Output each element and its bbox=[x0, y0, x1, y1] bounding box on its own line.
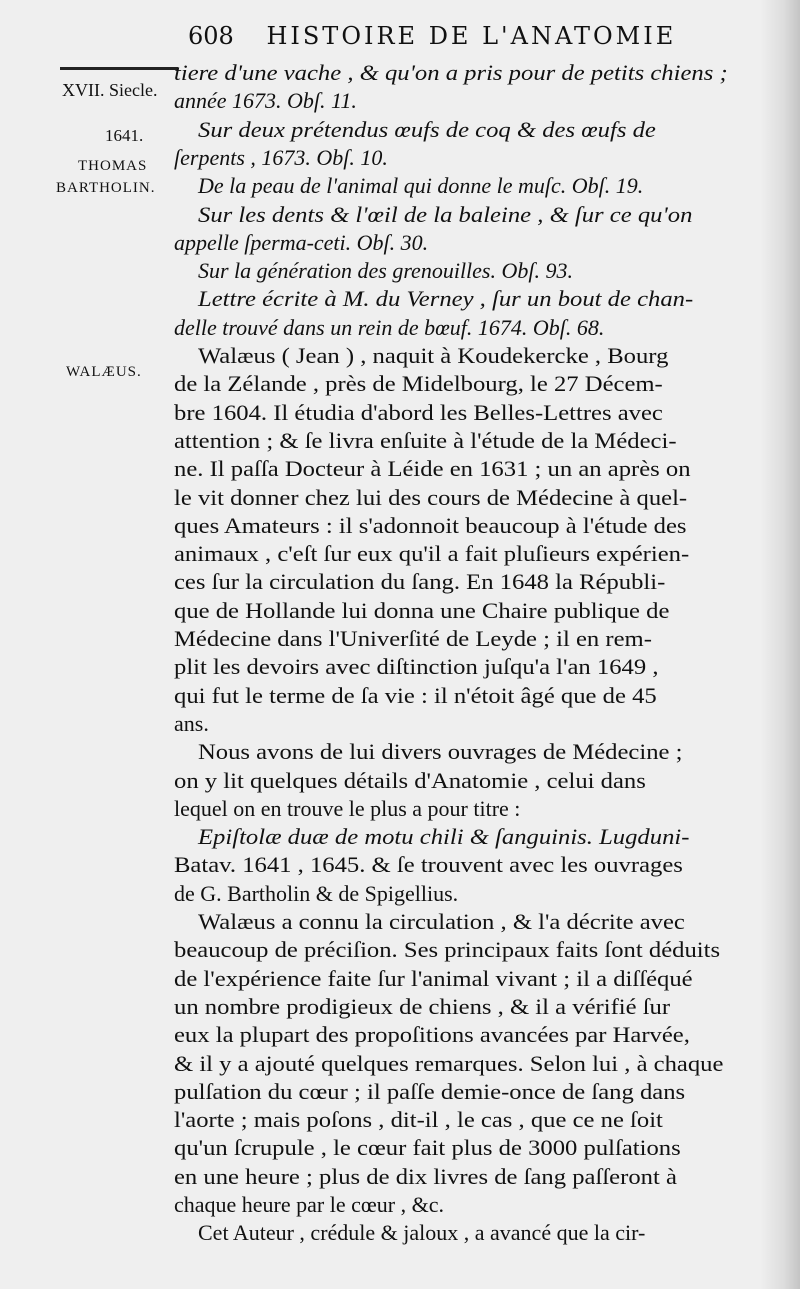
text-line: qu'un ſcrupule , le cœur fait plus de 3000 pulſations bbox=[174, 1135, 681, 1161]
margin-note-walaeus: WALÆUS. bbox=[66, 364, 142, 380]
running-title: HISTOIRE DE L'ANATOMIE bbox=[266, 22, 677, 50]
text-line: Walæus a connu la circulation , & l'a décrite avec bbox=[198, 909, 685, 934]
text-line: l'aorte ; mais poſons , dit-il , le cas , que ce ne ſoit bbox=[174, 1107, 663, 1133]
text-line: de la Zélande , près de Midelbourg, le 27 Décem- bbox=[174, 371, 663, 397]
text-line: bre 1604. Il étudia d'abord les Belles-Lettres avec bbox=[174, 399, 663, 425]
text-line: Walæus ( Jean ) , naquit à Koudekercke , Bourg bbox=[198, 343, 669, 368]
text-line: appelle ſperma-ceti. Obſ. 30. bbox=[174, 229, 429, 255]
text-line: eux la plupart des propoſitions avancées par Harvée, bbox=[174, 1022, 690, 1048]
text-line: animaux , c'eſt ſur eux qu'il a fait pluſieurs expérien- bbox=[174, 541, 690, 567]
text-line: de l'expérience faite ſur l'animal vivant ; il a diſſéqué bbox=[174, 965, 693, 991]
text-line: un nombre prodigieux de chiens , & il a vérifié ſur bbox=[174, 993, 671, 1019]
text-line: attention ; & ſe livra enſuite à l'étude de la Médeci- bbox=[174, 427, 677, 453]
text-line: ſerpents , 1673. Obſ. 10. bbox=[174, 144, 388, 170]
margin-note-name-line2: BARTHOLIN. bbox=[56, 180, 156, 196]
text-line: pulſation du cœur ; il paſſe demie-once de ſang dans bbox=[174, 1078, 686, 1104]
text-line: Batav. 1641 , 1645. & ſe trouvent avec les ouvrages bbox=[174, 852, 683, 878]
text-line: en une heure ; plus de dix livres de ſang paſſeront à bbox=[174, 1163, 677, 1189]
text-line: ques Amateurs : il s'adonnoit beaucoup à l'étude des bbox=[174, 512, 687, 538]
text-line: Sur deux prétendus œufs de coq & des œufs de bbox=[198, 116, 656, 142]
text-line: Epiſtolæ duæ de motu chili & ſanguinis. Lugduni- bbox=[198, 824, 690, 850]
text-line: qui fut le terme de ſa vie : il n'étoit âgé que de 45 bbox=[174, 682, 657, 708]
text-line: ne. Il paſſa Docteur à Léide en 1631 ; un an après on bbox=[174, 456, 691, 482]
text-line: Sur les dents & l'œil de la baleine , & ſur ce qu'on bbox=[198, 201, 693, 227]
text-line: Médecine dans l'Univerſité de Leyde ; il en rem- bbox=[174, 626, 652, 651]
margin-rule bbox=[60, 67, 178, 70]
running-header bbox=[188, 22, 748, 50]
text-line: Nous avons de lui divers ouvrages de Médecine ; bbox=[198, 739, 683, 765]
text-line: delle trouvé dans un rein de bœuf. 1674. Obſ. 68. bbox=[174, 314, 605, 340]
text-line: année 1673. Obſ. 11. bbox=[174, 88, 357, 114]
text-line: De la peau de l'animal qui donne le muſc. Obſ. 19. bbox=[198, 173, 644, 199]
text-line: chaque heure par le cœur , &c. bbox=[174, 1192, 444, 1217]
text-line: ans. bbox=[174, 710, 209, 736]
text-line: beaucoup de préciſion. Ses principaux faits ſont déduits bbox=[174, 937, 721, 963]
page-number: 608 bbox=[188, 22, 234, 50]
text-line: Cet Auteur , crédule & jaloux , a avancé que la cir- bbox=[198, 1220, 646, 1246]
text-line: plit les devoirs avec diſtinction juſqu'a l'an 1649 , bbox=[174, 654, 659, 680]
text-line: de G. Bartholin & de Spigellius. bbox=[174, 880, 459, 906]
text-line: le vit donner chez lui des cours de Médecine à quel- bbox=[174, 484, 688, 510]
text-line: Lettre écrite à M. du Verney , ſur un bout de chan- bbox=[198, 286, 694, 312]
margin-note-year: 1641. bbox=[105, 126, 144, 145]
text-line: Sur la génération des grenouilles. Obſ. 93. bbox=[198, 258, 573, 284]
text-line: lequel on en trouve le plus a pour titre : bbox=[174, 795, 521, 821]
margin-note-name-line1: THOMAS bbox=[78, 158, 148, 174]
text-line: que de Hollande lui donna une Chaire publique de bbox=[174, 597, 670, 623]
text-line: on y lit quelques détails d'Anatomie , celui dans bbox=[174, 767, 646, 793]
text-line: tiere d'une vache , & qu'on a pris pour de petits chiens ; bbox=[174, 60, 728, 85]
margin-note-century: XVII. Siecle. bbox=[62, 80, 158, 100]
text-line: & il y a ajouté quelques remarques. Selon lui , à chaque bbox=[174, 1050, 724, 1076]
text-line: ces ſur la circulation du ſang. En 1648 la Républi- bbox=[174, 569, 666, 595]
gutter-shadow bbox=[760, 0, 800, 1289]
